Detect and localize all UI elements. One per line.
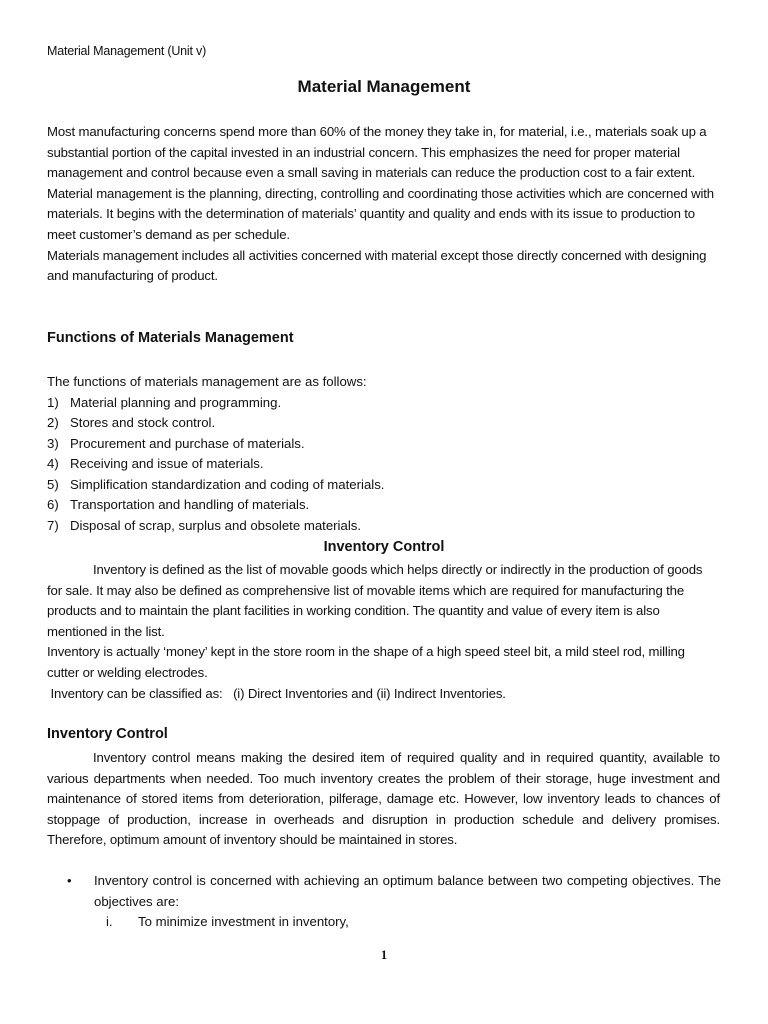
inventory-classification: Inventory can be classified as: (i) Direct Inventories and (ii) Indirect Inventories. bbox=[47, 685, 506, 701]
page-number: 1 bbox=[380, 948, 388, 962]
bullet-item bbox=[66, 871, 721, 912]
running-header: Material Management (Unit v) bbox=[47, 44, 207, 58]
list-number: 2) bbox=[47, 415, 59, 430]
bullet-text: Inventory control is concerned with achieving an optimum balance between two competing objectives. The objectives are: bbox=[94, 873, 721, 909]
page-title: Material Management bbox=[297, 77, 471, 96]
list-text: Simplification standardization and coding of materials. bbox=[70, 476, 385, 492]
inventory-paragraph: Inventory is defined as the list of movable goods which helps directly or indirectly in the production of goods for sale. It may also be defined as comprehensive list of movable items which are required for manufacturing the products and to maintain the plant facilities in working condition. The quantity and value of every item is also mentioned in the list. bbox=[47, 562, 703, 639]
functions-heading: Functions of Materials Management bbox=[47, 330, 294, 346]
list-text: Transportation and handling of materials. bbox=[70, 497, 310, 512]
inventory-heading-centered: Inventory Control bbox=[323, 539, 445, 555]
objective-number: i. bbox=[106, 914, 113, 930]
list-item bbox=[47, 393, 720, 414]
intro-paragraph: Materials management includes all activities concerned with material except those directly concerned with designing and manufacturing of product. bbox=[47, 247, 707, 284]
intro-section bbox=[47, 122, 720, 287]
list-number: 4) bbox=[47, 456, 59, 471]
list-text: Receiving and issue of materials. bbox=[70, 456, 264, 471]
inventory-paragraph: Inventory is actually ‘money’ kept in the store room in the shape of a high speed steel bit, a mild steel rod, milling cutter or welding electrodes. bbox=[47, 644, 685, 680]
list-number: 1) bbox=[47, 394, 59, 410]
objective-text: To minimize investment in inventory, bbox=[138, 914, 349, 930]
inventory-control-section bbox=[47, 748, 720, 851]
list-item bbox=[47, 516, 720, 537]
objective-item bbox=[66, 912, 721, 933]
inventory-control-paragraph: Inventory control means making the desired item of required quality and in required quantity, available to various departments when needed. Too much inventory creates the problem of their storage, huge investment and maintenance of stored items from deterioration, pilferage, damage etc. However, low inventory leads to chances of stoppage of production, increase in overheads and disruption in production schedule and delivery promises. Therefore, optimum amount of inventory should be maintained in stores. bbox=[47, 750, 720, 848]
list-text: Material planning and programming. bbox=[70, 394, 282, 410]
inventory-control-heading: Inventory Control bbox=[47, 726, 168, 742]
list-item bbox=[47, 454, 720, 475]
list-number: 7) bbox=[47, 517, 59, 533]
list-number: 5) bbox=[47, 476, 59, 492]
functions-lead: The functions of materials management are as follows: bbox=[47, 374, 367, 389]
list-number: 3) bbox=[47, 435, 59, 451]
list-item bbox=[47, 413, 720, 434]
functions-list bbox=[47, 372, 720, 536]
list-item bbox=[47, 434, 720, 455]
list-text: Procurement and purchase of materials. bbox=[70, 435, 305, 451]
objectives-list bbox=[66, 871, 721, 933]
list-number: 6) bbox=[47, 497, 59, 512]
intro-paragraph: Material management is the planning, directing, controlling and coordinating those activities which are concerned with materials. It begins with the determination of materials’ quantity and quality and ends with its issue to production to meet customer’s demand as per schedule. bbox=[47, 185, 714, 242]
bullet-icon: • bbox=[67, 873, 72, 888]
list-item bbox=[47, 495, 720, 516]
list-item bbox=[47, 475, 720, 496]
list-text: Disposal of scrap, surplus and obsolete materials. bbox=[70, 517, 362, 533]
list-text: Stores and stock control. bbox=[70, 415, 216, 430]
intro-paragraph: Most manufacturing concerns spend more than 60% of the money they take in, for material, i.e., materials soak up a substantial portion of the capital invested in an industrial concern. This emphasizes the need for proper material management and control because even a small saving in materials can reduce the production cost to a fair extent. bbox=[47, 124, 707, 181]
inventory-definition-section bbox=[47, 560, 720, 704]
